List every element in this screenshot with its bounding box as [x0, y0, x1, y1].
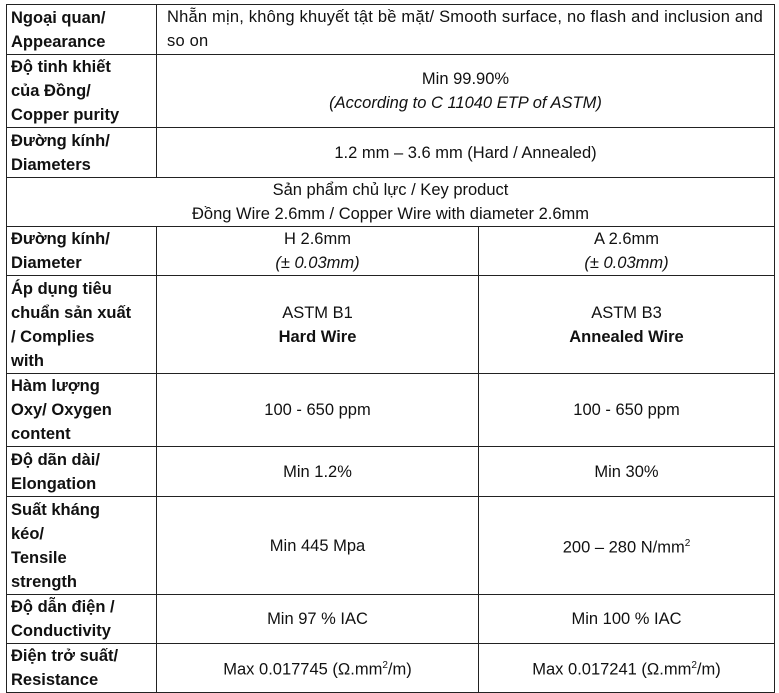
label-line: Điện trở suất/ — [11, 647, 119, 665]
label-elongation — [7, 447, 157, 497]
purity-note: (According to C 11040 ETP of ASTM) — [329, 94, 602, 112]
label-line: Diameters — [11, 155, 91, 174]
conductivity-hard: Min 97 % IAC — [157, 595, 479, 644]
label-resistance — [7, 644, 157, 693]
tensile-hard: Min 445 Mpa — [157, 497, 479, 595]
label-line: Resistance — [11, 671, 99, 689]
key-product-line1: Sản phẩm chủ lực / Key product — [272, 181, 509, 199]
superscript: 2 — [382, 660, 388, 672]
label-standard — [7, 276, 157, 374]
resistance-annealed-value: Max 0.017241 (Ω.mm — [532, 660, 692, 679]
superscript: 2 — [691, 660, 697, 672]
diameter-hard-value: H 2.6mm — [284, 230, 351, 248]
diameter-annealed-tolerance: (± 0.03mm) — [584, 254, 669, 272]
standard-annealed-code: ASTM B3 — [591, 303, 662, 322]
standard-annealed — [479, 276, 775, 374]
label-diameters — [7, 128, 157, 178]
label-appearance — [7, 5, 157, 55]
label-line: của Đồng/ — [11, 82, 91, 100]
label-line: chuẩn sản xuất — [11, 303, 132, 322]
label-line: Oxy/ Oxygen — [11, 401, 112, 419]
resistance-annealed-unit: /m) — [696, 660, 721, 679]
tensile-annealed — [479, 497, 775, 595]
value-diameters: 1.2 mm – 3.6 mm (Hard / Annealed) — [157, 128, 775, 178]
standard-hard-code: ASTM B1 — [282, 303, 353, 322]
label-line: Copper purity — [11, 106, 120, 124]
row-diameter — [7, 227, 775, 276]
purity-value: Min 99.90% — [421, 70, 510, 88]
oxygen-annealed: 100 - 650 ppm — [479, 374, 775, 447]
standard-hard — [157, 276, 479, 374]
conductivity-annealed: Min 100 % IAC — [479, 595, 775, 644]
label-oxygen — [7, 374, 157, 447]
row-appearance — [7, 5, 775, 55]
standard-annealed-name: Annealed Wire — [569, 327, 684, 346]
row-diameters — [7, 128, 775, 178]
superscript: 2 — [684, 537, 691, 549]
row-elongation — [7, 447, 775, 497]
elongation-annealed: Min 30% — [479, 447, 775, 497]
label-line: Đường kính/ — [11, 131, 110, 150]
label-conductivity — [7, 595, 157, 644]
label-diameter — [7, 227, 157, 276]
label-line: Suất kháng — [11, 500, 100, 519]
label-line: Hàm lượng — [11, 377, 100, 395]
label-line: / Complies — [11, 327, 95, 346]
diameter-hard-tolerance: (± 0.03mm) — [275, 254, 360, 272]
diameter-annealed-value: A 2.6mm — [593, 230, 660, 248]
label-tensile — [7, 497, 157, 595]
label-line: Diameter — [11, 254, 82, 272]
key-product-line2: Đồng Wire 2.6mm / Copper Wire with diameter 2.6mm — [191, 205, 590, 223]
resistance-hard-value: Max 0.017745 (Ω.mm — [223, 660, 383, 679]
row-standard — [7, 276, 775, 374]
label-line: Tensile — [11, 548, 67, 567]
label-line: Áp dụng tiêu — [11, 279, 112, 298]
row-tensile — [7, 497, 775, 595]
row-purity — [7, 55, 775, 128]
oxygen-hard: 100 - 650 ppm — [157, 374, 479, 447]
row-key-product — [7, 178, 775, 227]
label-line: Độ tinh khiết — [11, 58, 111, 76]
key-product — [7, 178, 775, 227]
resistance-hard — [157, 644, 479, 693]
label-line: Độ dãn dài/ — [11, 450, 100, 469]
label-line: content — [11, 425, 71, 443]
label-line: Appearance — [11, 32, 106, 51]
label-line: with — [11, 351, 44, 370]
row-resistance — [7, 644, 775, 693]
tensile-annealed-value: 200 – 280 N/mm — [562, 538, 685, 557]
diameter-annealed — [479, 227, 775, 276]
label-line: Đường kính/ — [11, 230, 110, 248]
elongation-hard: Min 1.2% — [157, 447, 479, 497]
label-line: strength — [11, 572, 77, 591]
standard-hard-name: Hard Wire — [278, 327, 357, 346]
row-oxygen — [7, 374, 775, 447]
label-line: Ngoại quan/ — [11, 8, 106, 27]
value-purity — [157, 55, 775, 128]
label-line: Elongation — [11, 474, 97, 493]
resistance-hard-unit: /m) — [387, 660, 412, 679]
diameter-hard — [157, 227, 479, 276]
row-conductivity — [7, 595, 775, 644]
spec-table — [6, 4, 775, 693]
label-line: kéo/ — [11, 524, 45, 543]
label-purity — [7, 55, 157, 128]
resistance-annealed — [479, 644, 775, 693]
value-appearance: Nhẵn mịn, không khuyết tật bề mặt/ Smooth surface, no flash and inclusion and so on — [157, 5, 775, 55]
label-line: Độ dẫn điện / — [11, 598, 115, 616]
label-line: Conductivity — [11, 622, 111, 640]
